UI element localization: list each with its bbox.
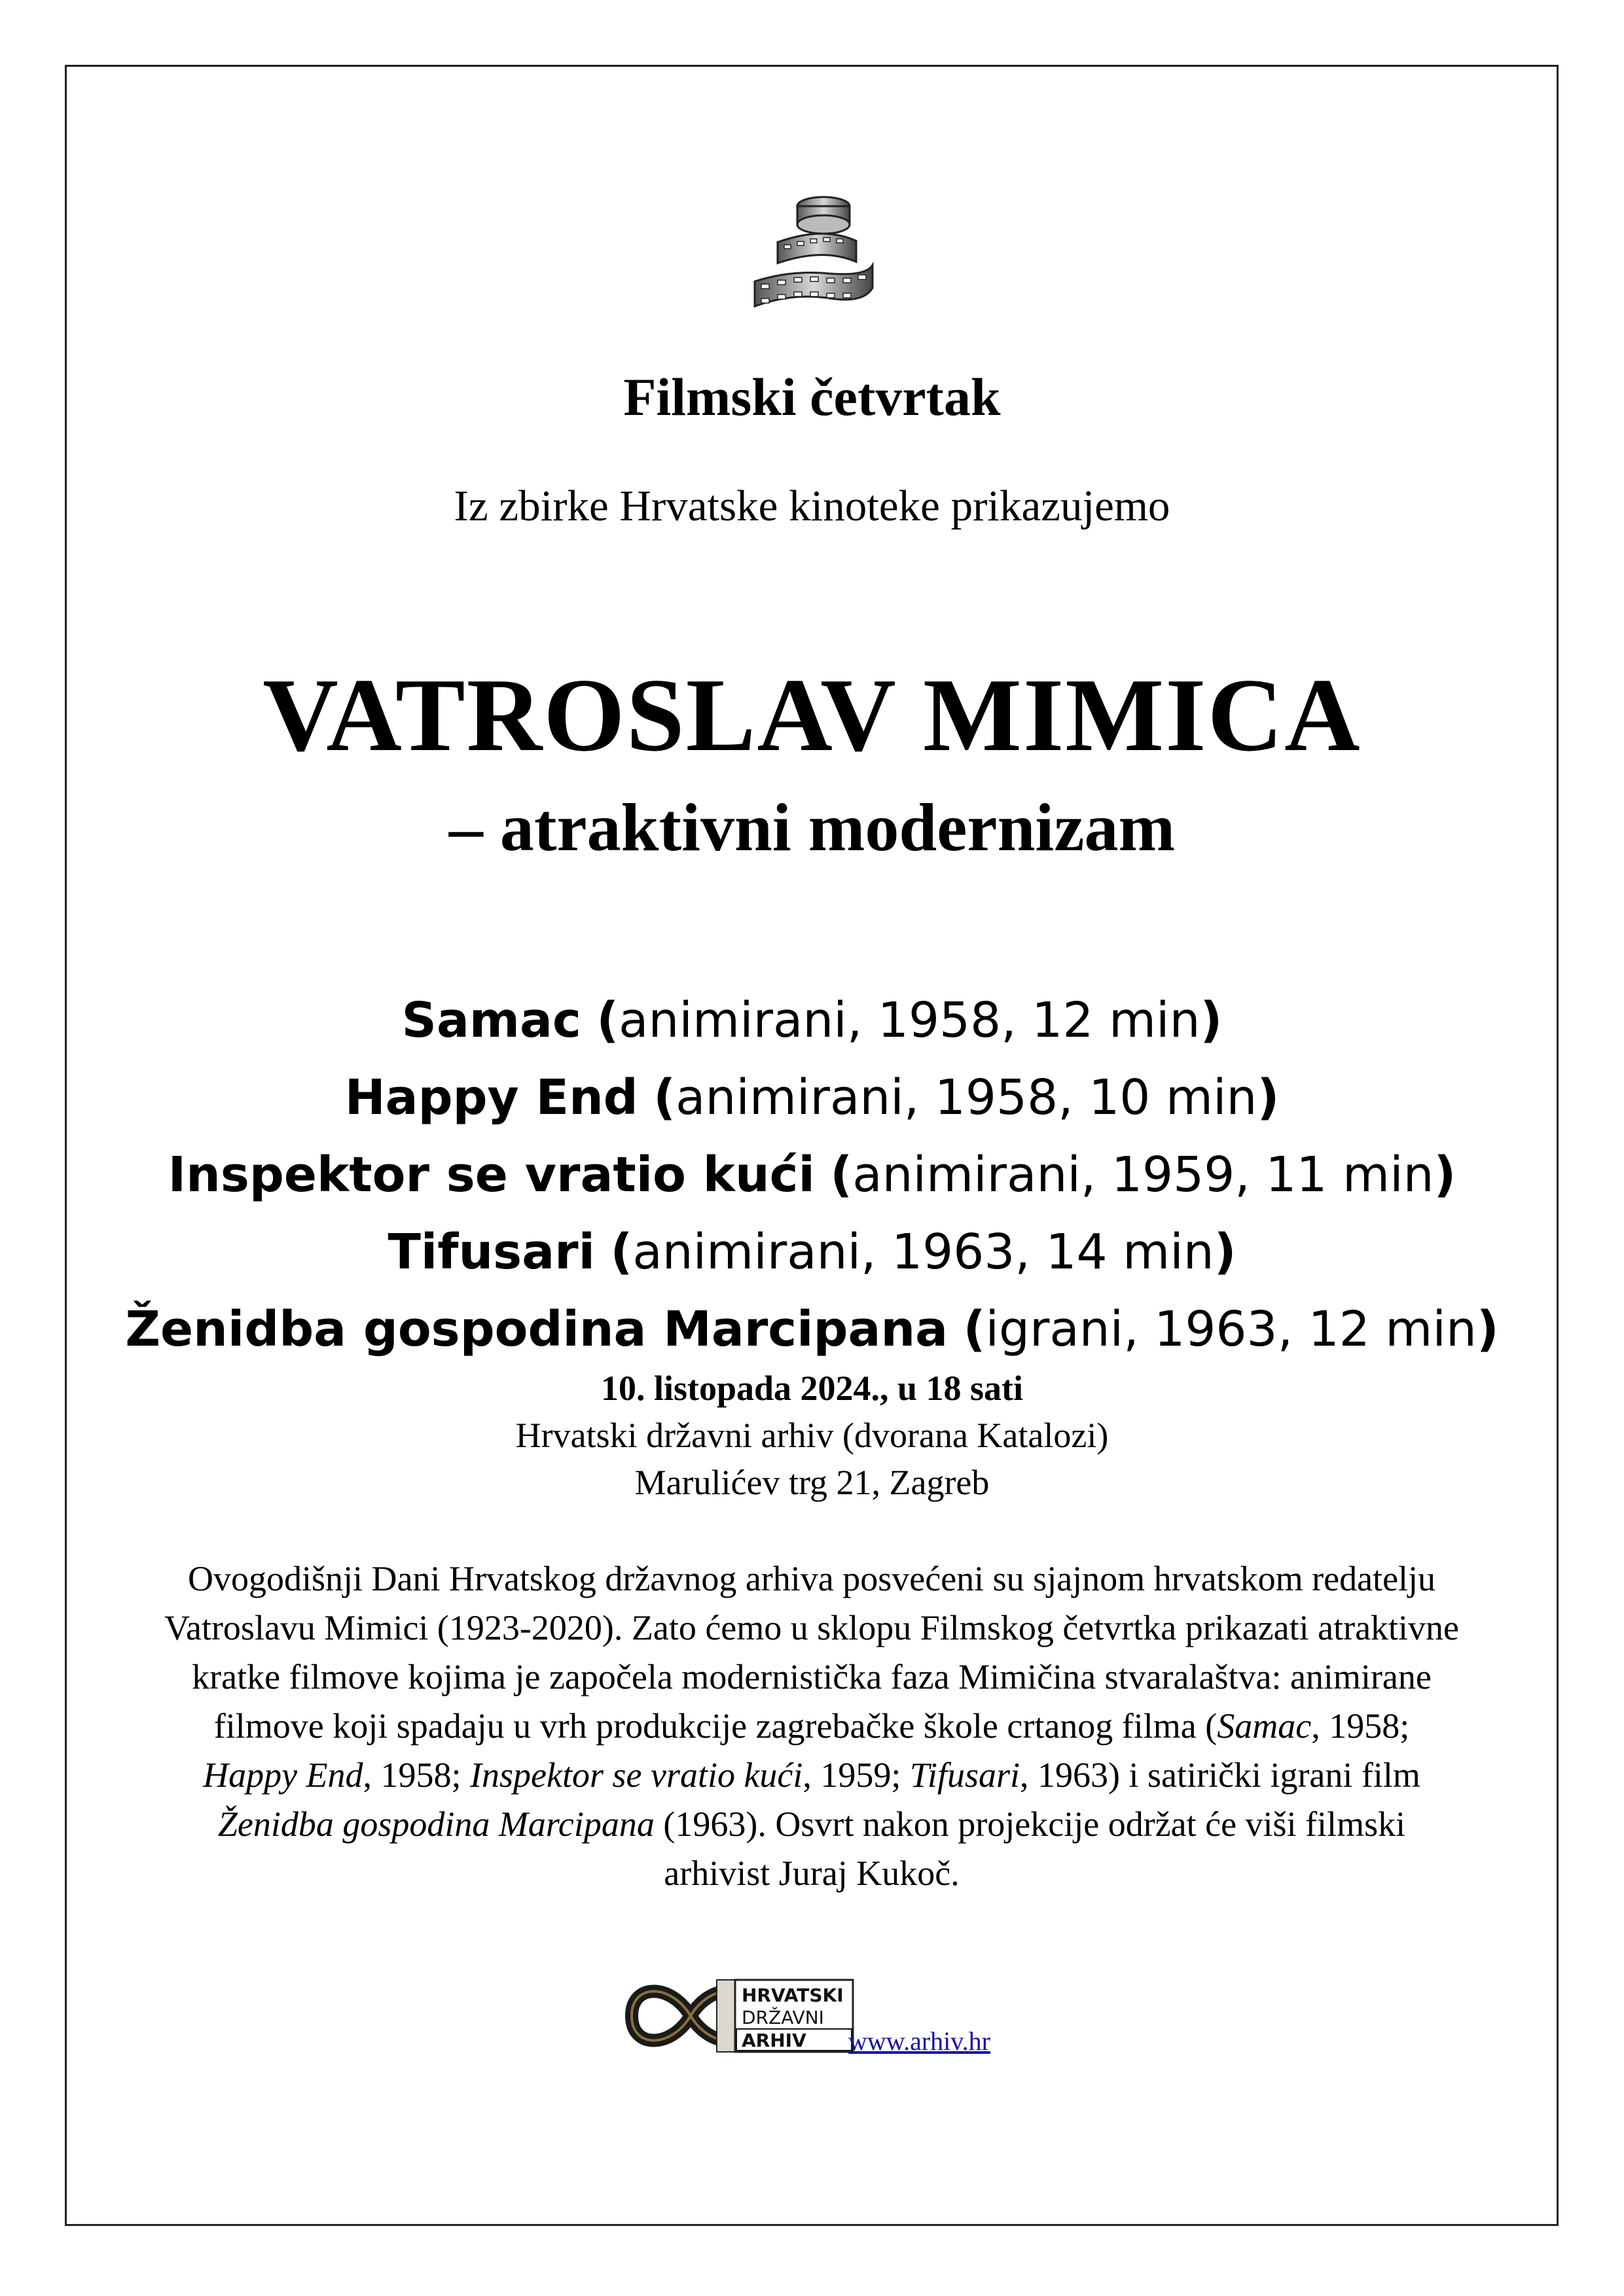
description-film-title: Tifusari bbox=[909, 1755, 1020, 1795]
description-paragraph bbox=[164, 1554, 1460, 1898]
event-address: Marulićev trg 21, Zagreb bbox=[634, 1463, 990, 1502]
description-film-title: Happy End bbox=[203, 1755, 363, 1795]
description-text: , 1958; bbox=[1311, 1706, 1410, 1746]
film-item: Ženidba gospodina Marcipana (igrani, 1963, 12 min) bbox=[125, 1301, 1499, 1357]
film-title: Inspektor se vratio kući bbox=[168, 1147, 815, 1203]
film-details: igrani, 1963, 12 min bbox=[985, 1301, 1477, 1357]
logo-line-1: HRVATSKI bbox=[742, 1984, 844, 2006]
description-text: (1963). Osvrt nakon projekcije održat će viši filmski arhivist Juraj Kukoč. bbox=[654, 1804, 1406, 1893]
event-subtitle: Iz zbirke Hrvatske kinoteke prikazujemo bbox=[454, 482, 1170, 530]
event-venue: Hrvatski državni arhiv (dvorana Katalozi) bbox=[515, 1416, 1109, 1455]
film-details: animirani, 1963, 14 min bbox=[632, 1224, 1214, 1280]
film-title: Tifusari bbox=[388, 1224, 596, 1280]
description-film-title: Inspektor se vratio kući bbox=[470, 1755, 803, 1795]
film-list bbox=[0, 982, 1624, 1368]
website-link[interactable]: www.arhiv.hr bbox=[848, 2026, 990, 2056]
film-item: Happy End (animirani, 1958, 10 min) bbox=[344, 1069, 1280, 1126]
description-text: , 1959; bbox=[803, 1755, 910, 1795]
event-date: 10. listopada 2024., u 18 sati bbox=[600, 1369, 1024, 1408]
description-text: , 1958; bbox=[363, 1755, 471, 1795]
film-title: Ženidba gospodina Marcipana bbox=[125, 1301, 948, 1357]
film-item: Inspektor se vratio kući (animirani, 1959, 11 min) bbox=[168, 1147, 1456, 1203]
film-details: animirani, 1958, 10 min bbox=[676, 1069, 1257, 1126]
film-item: Tifusari (animirani, 1963, 14 min) bbox=[388, 1224, 1236, 1280]
description-film-title: Ženidba gospodina Marcipana bbox=[217, 1804, 655, 1844]
description-text: Ovogodišnji Dani Hrvatskog državnog arhiva posvećeni su sjajnom hrvatskom redatelju Vatroslavu Mimici (1923-2020). Zato ćemo u sklopu Filmskog četvrtka prikazati atraktivne kratke filmove kojima je započela modernistička faza Mimičina stvaralaštva: animirane filmove koji spadaju u vrh produkcije zagrebačke škole crtanog filma ( bbox=[164, 1559, 1460, 1746]
logo-line-2: DRŽAVNI bbox=[742, 2007, 824, 2028]
film-details: animirani, 1959, 11 min bbox=[852, 1147, 1434, 1203]
film-title: Samac bbox=[401, 992, 581, 1049]
main-title: VATROSLAV MIMICA bbox=[262, 656, 1362, 773]
logo-line-3: ARHIV bbox=[742, 2030, 806, 2051]
film-title: Happy End bbox=[344, 1069, 638, 1126]
event-info bbox=[0, 1365, 1624, 1506]
description-text: , 1963) i satirički igrani film bbox=[1020, 1755, 1420, 1795]
event-title: Filmski četvrtak bbox=[623, 367, 1001, 427]
film-details: animirani, 1958, 12 min bbox=[619, 992, 1200, 1049]
main-subtitle: – atraktivni modernizam bbox=[448, 790, 1176, 865]
archive-logo-icon bbox=[619, 1964, 854, 2065]
description-film-title: Samac bbox=[1217, 1706, 1312, 1746]
film-item: Samac (animirani, 1958, 12 min) bbox=[401, 992, 1223, 1049]
film-reel-icon bbox=[751, 190, 876, 314]
